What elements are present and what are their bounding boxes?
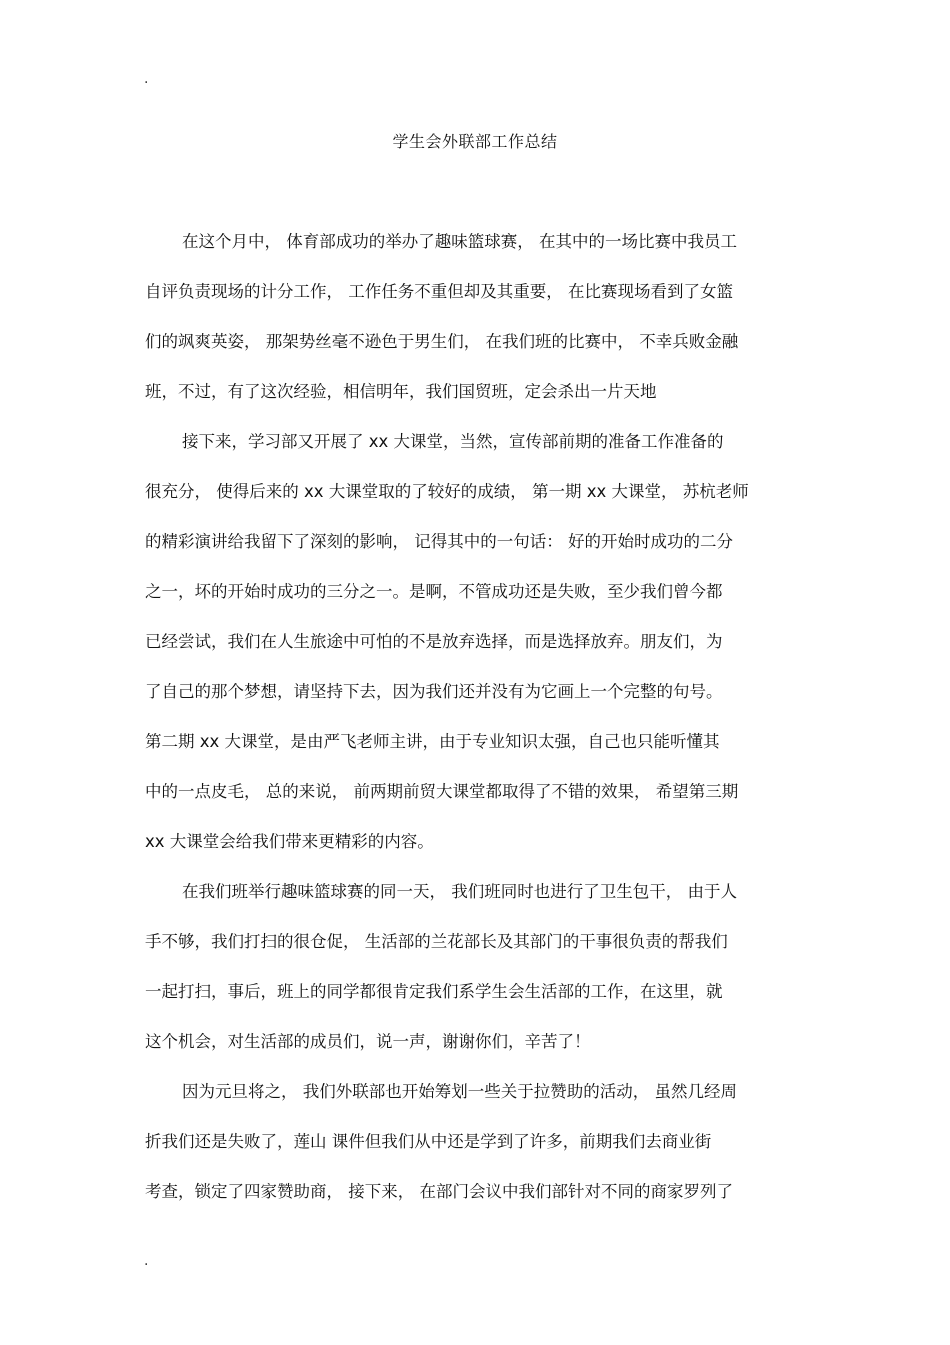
text-line: 因为元旦将之， 我们外联部也开始筹划一些关于拉赞助的活动， 虽然几经周 [182,1082,737,1101]
text-line: 这个机会，对生活部的成员们，说一声，谢谢你们，辛苦了！ [145,1032,591,1051]
text-line: 折我们还是失败了，莲山 课件但我们从中还是学到了许多，前期我们去商业街 [145,1132,712,1151]
text-line: 的精彩演讲给我留下了深刻的影响， 记得其中的一句话： 好的开始时成功的二分 [145,532,733,551]
footer-mark: . [144,1253,149,1269]
text-line: 手不够，我们打扫的很仓促， 生活部的兰花部长及其部门的干事很负责的帮我们 [145,932,728,951]
text-line: 考查，锁定了四家赞助商， 接下来， 在部门会议中我们部针对不同的商家罗列了 [145,1182,733,1201]
header-mark: . [144,71,149,87]
text-line: 之一，坏的开始时成功的三分之一。是啊，不管成功还是失败，至少我们曾今都 [145,582,723,601]
text-line: 在这个月中， 体育部成功的举办了趣味篮球赛， 在其中的一场比赛中我员工 [182,232,737,251]
text-line: 自评负责现场的计分工作， 工作任务不重但却及其重要， 在比赛现场看到了女篮 [145,282,733,301]
text-line: 中的一点皮毛， 总的来说， 前两期前贸大课堂都取得了不错的效果， 希望第三期 [145,782,739,801]
text-line: 很充分， 使得后来的 xx 大课堂取的了较好的成绩， 第一期 xx 大课堂， 苏杭老师 [145,482,749,501]
text-line: 一起打扫，事后，班上的同学都很肯定我们系学生会生活部的工作，在这里，就 [145,982,723,1001]
text-line: xx 大课堂会给我们带来更精彩的内容。 [145,832,434,851]
text-line: 接下来，学习部又开展了 xx 大课堂，当然，宣传部前期的准备工作准备的 [182,432,724,451]
text-line: 已经尝试，我们在人生旅途中可怕的不是放弃选择，而是选择放弃。朋友们，为 [145,632,723,651]
text-line: 在我们班举行趣味篮球赛的同一天， 我们班同时也进行了卫生包干， 由于人 [182,882,737,901]
text-line: 了自己的那个梦想，请坚持下去，因为我们还并没有为它画上一个完整的句号。 [145,682,723,701]
text-line: 班，不过，有了这次经验，相信明年，我们国贸班，定会杀出一片天地 [145,382,657,401]
document-title: 学生会外联部工作总结 [392,132,558,151]
text-line: 第二期 xx 大课堂，是由严飞老师主讲，由于专业知识太强，自己也只能听懂其 [145,732,720,751]
text-line: 们的飒爽英姿， 那架势丝毫不逊色于男生们， 在我们班的比赛中， 不幸兵败金融 [145,332,739,351]
